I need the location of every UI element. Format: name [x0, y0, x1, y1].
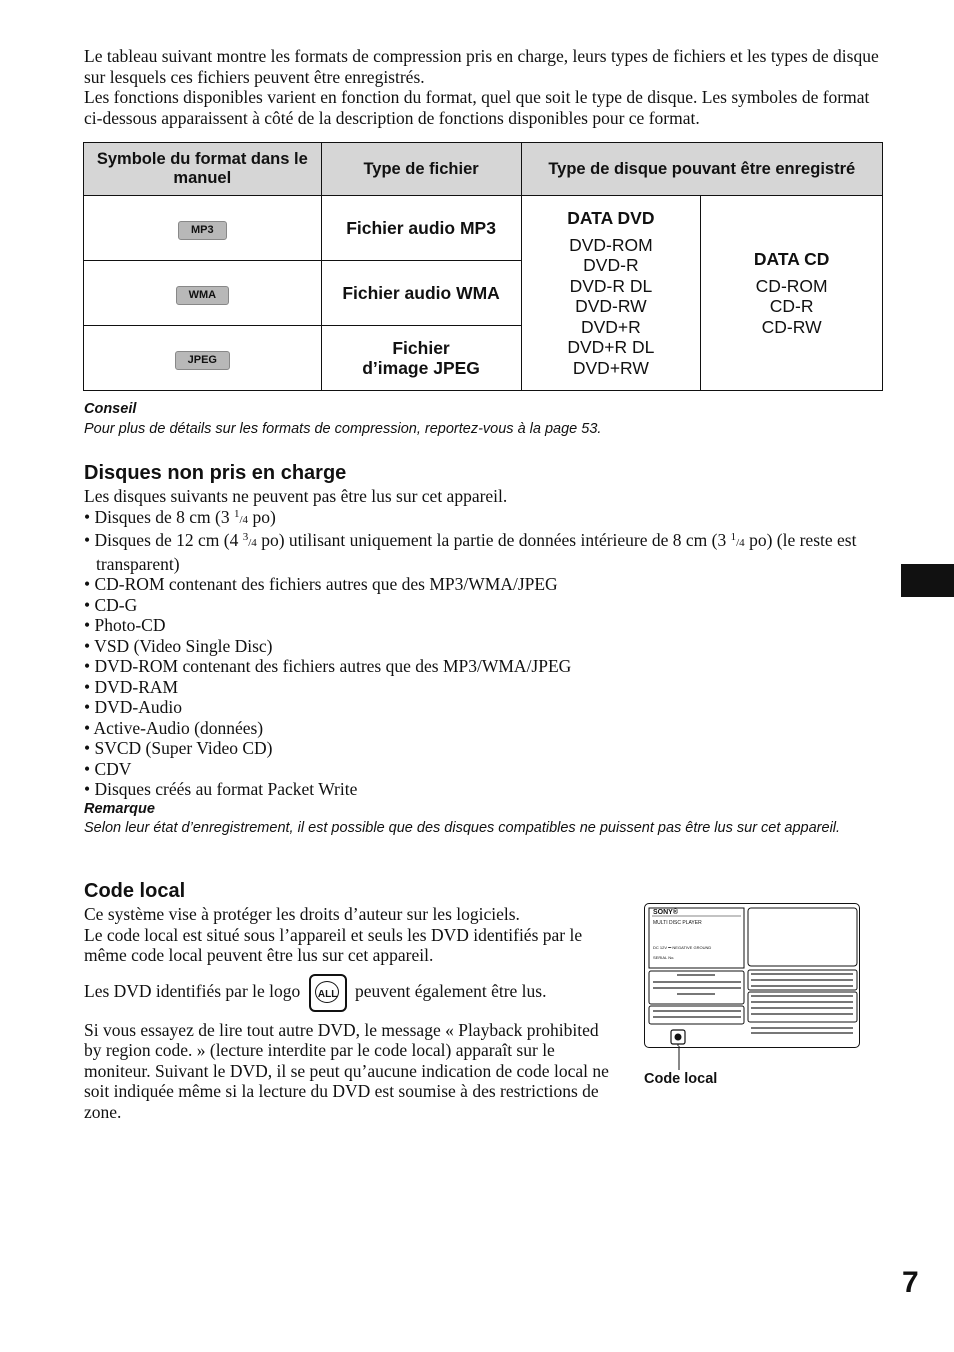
header-symbol: Symbole du format dans le manuel	[84, 143, 322, 196]
callout-line	[677, 1046, 681, 1070]
unsupported-section	[84, 486, 884, 800]
list-item: • CDV	[84, 758, 132, 779]
list-item: • CD-ROM contenant des fichiers autres que des MP3/WMA/JPEG	[84, 574, 558, 594]
table-row	[84, 196, 883, 261]
list-item: • Active-Audio (données)	[84, 717, 264, 738]
region-all-logo-icon	[309, 974, 347, 1012]
logo-text: ALL	[317, 988, 338, 1000]
code-local-text: Les DVD identifiés par le logo	[84, 980, 301, 1001]
dvd-item: DVD-ROM	[569, 234, 653, 255]
tip-text: Pour plus de détails sur les formats de compression, reportez-vous à la page 53.	[84, 421, 602, 437]
device-brand: SONY®	[653, 909, 678, 916]
formats-table	[83, 142, 883, 391]
fraction-denominator: /4	[736, 537, 745, 549]
section-tab-marker	[901, 564, 954, 597]
dvd-item: DVD-RW	[575, 296, 647, 316]
dvd-item: DVD-R	[583, 255, 639, 275]
data-cd-cell	[701, 196, 883, 391]
list-item	[84, 507, 884, 531]
data-dvd-title: DATA DVD	[567, 208, 655, 228]
jpeg-badge: JPEG	[175, 351, 230, 370]
fraction-numerator: 3	[242, 531, 249, 543]
remark-heading: Remarque	[84, 801, 155, 817]
header-file-type: Type de fichier	[321, 143, 521, 196]
page-number: 7	[902, 1266, 919, 1299]
symbol-cell	[84, 326, 322, 391]
data-cd-title: DATA CD	[753, 249, 830, 269]
symbol-cell	[84, 261, 322, 326]
tip-heading: Conseil	[84, 401, 137, 417]
intro-paragraph-2: Les fonctions disponibles varient en fonction du format, quel que soit le type de disque. Les symboles de format ci-dessous apparaissent à côté de la description de fonctions disponibles pour ce format.	[84, 87, 870, 128]
dvd-item: DVD+R	[580, 316, 641, 337]
code-local-callout-label: Code local	[644, 1071, 718, 1087]
item-text: po)	[248, 506, 276, 527]
file-type-cell: Fichier audio MP3	[321, 196, 521, 261]
device-spec: DC 12V ⎓ NEGATIVE GROUND	[653, 945, 712, 950]
cd-item: CD-ROM	[755, 275, 828, 296]
mp3-badge: MP3	[178, 221, 227, 240]
device-label-illustration	[644, 903, 860, 1048]
cd-item: CD-RW	[761, 316, 822, 337]
fraction-denominator: /4	[239, 513, 249, 526]
intro-paragraph-1: Le tableau suivant montre les formats de compression pris en charge, leurs types de fichiers et les types de disque sur lesquels ces fichiers peuvent être enregistrés.	[84, 46, 879, 87]
fraction-numerator: 1	[234, 507, 240, 520]
item-text: • Disques de 12 cm (4	[84, 530, 243, 550]
list-item	[84, 530, 884, 574]
symbol-cell	[84, 196, 322, 261]
cd-item: CD-R	[769, 296, 814, 316]
code-local-section	[84, 904, 614, 1122]
list-item: • DVD-Audio	[84, 697, 182, 717]
fraction-denominator: /4	[248, 537, 257, 549]
list-item: • SVCD (Super Video CD)	[84, 738, 273, 758]
table-header-row	[84, 143, 883, 196]
data-dvd-cell	[521, 196, 701, 391]
header-disc-type: Type de disque pouvant être enregistré	[521, 143, 883, 196]
wma-badge: WMA	[176, 286, 230, 305]
code-local-text: Le code local est situé sous l’appareil et seuls les DVD identifiés par le même code local peuvent être lus sur cet appareil.	[84, 924, 583, 965]
fraction-numerator: 1	[730, 531, 737, 543]
item-text: po) (le reste est transparent)	[96, 530, 857, 574]
item-text: • Disques de 8 cm (3	[84, 506, 234, 527]
file-type-cell: Fichier audio WMA	[321, 261, 521, 326]
unsupported-heading: Disques non pris en charge	[84, 462, 347, 484]
device-serial: SERIAL No.	[653, 955, 675, 960]
dvd-item: DVD+RW	[572, 357, 649, 378]
code-local-text: Si vous essayez de lire tout autre DVD, le message « Playback prohibited by region code. » (lecture interdite par le code local) apparaît sur le moniteur. Suivant le DVD, il se peut qu’aucune indication de code local ne soit indiquée même si la lecture du DVD est soumise à des restrictions de zone.	[84, 1019, 609, 1122]
dvd-item: DVD-R DL	[569, 275, 653, 296]
list-item: • DVD-ROM contenant des fichiers autres que des MP3/WMA/JPEG	[84, 656, 572, 676]
list-item: • DVD-RAM	[84, 676, 179, 697]
item-text: po) utilisant uniquement la partie de données intérieure de 8 cm (3	[256, 530, 731, 550]
list-item: • Disques créés au format Packet Write	[84, 779, 358, 799]
code-local-text: Ce système vise à protéger les droits d’auteur sur les logiciels.	[84, 904, 520, 924]
code-local-logo-line	[84, 974, 614, 1012]
unsupported-intro: Les disques suivants ne peuvent pas être lus sur cet appareil.	[84, 486, 508, 506]
code-local-text: peuvent également être lus.	[355, 980, 547, 1001]
device-model: MULTI DISC PLAYER	[653, 920, 702, 926]
list-item: • Photo-CD	[84, 615, 166, 635]
dvd-item: DVD+R DL	[567, 337, 655, 357]
intro	[84, 46, 884, 128]
list-item: • VSD (Video Single Disc)	[84, 635, 273, 656]
file-type-cell: Fichier d’image JPEG	[321, 326, 521, 391]
unsupported-list	[84, 507, 884, 800]
code-local-heading: Code local	[84, 880, 186, 902]
list-item: • CD-G	[84, 594, 138, 615]
remark-text: Selon leur état d’enregistrement, il est possible que des disques compatibles ne puissent pas être lus sur cet appareil.	[84, 820, 841, 836]
